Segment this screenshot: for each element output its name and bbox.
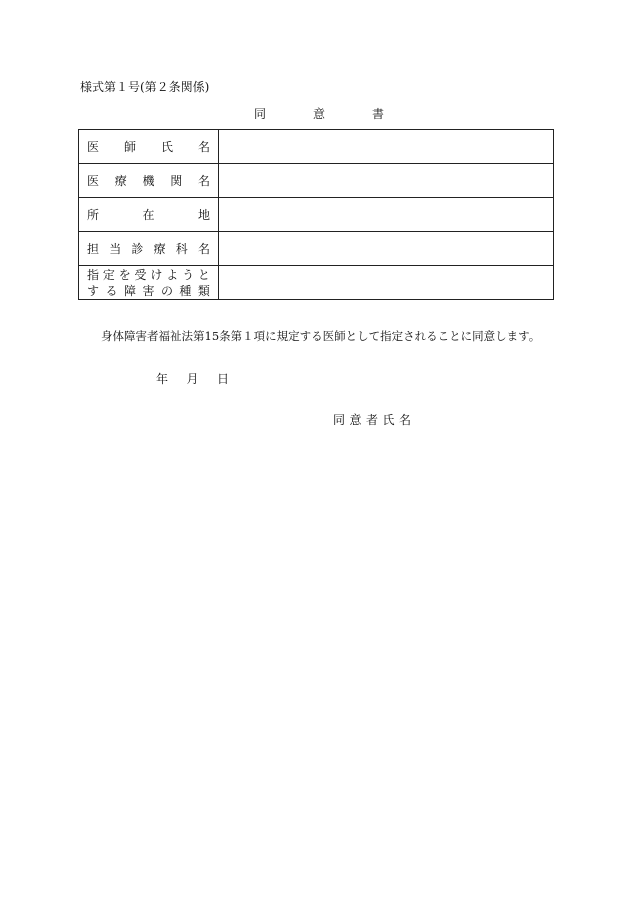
doctor-name-field[interactable] (219, 130, 554, 164)
label-char: 師 (123, 139, 136, 154)
form-number: 様式第１号(第２条関係) (80, 80, 210, 94)
label-char: 名 (197, 139, 210, 154)
signer-char: 氏 (382, 413, 395, 427)
department-label (79, 232, 219, 266)
institution-name-label (79, 164, 219, 198)
institution-name-field[interactable] (219, 164, 554, 198)
doctor-name-label (79, 130, 219, 164)
signer-char: 同 (333, 413, 346, 427)
document-title (254, 106, 384, 122)
date-year-label: 年 (156, 372, 169, 386)
label-char: 当 (109, 241, 122, 256)
label-char: 医 (87, 173, 100, 188)
label-char: 担 (87, 241, 100, 256)
label-char: よ (166, 267, 179, 282)
label-char: 害 (142, 283, 155, 298)
label-char: 診 (131, 241, 144, 256)
label-char: 療 (114, 173, 127, 188)
label-char: 受 (134, 267, 147, 282)
label-char: 医 (87, 139, 100, 154)
signer-name-label (333, 412, 411, 428)
label-char: 科 (175, 241, 188, 256)
label-char: 種 (179, 283, 192, 298)
label-char: 名 (197, 241, 210, 256)
title-char: 意 (312, 107, 325, 121)
address-label (79, 198, 219, 232)
date-month-label: 月 (186, 372, 199, 386)
table-row-institution (79, 164, 554, 198)
label-char: と (197, 267, 210, 282)
label-char: う (182, 267, 195, 282)
label-char: け (150, 267, 163, 282)
label-char: 地 (197, 207, 210, 222)
label-char: る (105, 283, 118, 298)
label-char: す (87, 283, 100, 298)
label-char: 名 (197, 173, 210, 188)
label-char: 氏 (160, 139, 173, 154)
label-char: 療 (153, 241, 166, 256)
signer-char: 者 (365, 413, 378, 427)
title-char: 同 (254, 107, 267, 121)
date-line (156, 371, 229, 387)
title-char: 書 (371, 107, 384, 121)
signer-char: 名 (398, 413, 411, 427)
table-row-address (79, 198, 554, 232)
label-char: 関 (170, 173, 183, 188)
label-char: 所 (87, 207, 100, 222)
department-field[interactable] (219, 232, 554, 266)
label-char: 定 (102, 267, 115, 282)
table-row-disability-type (79, 266, 554, 300)
label-char: 指 (87, 267, 100, 282)
label-char: 障 (123, 283, 136, 298)
label-char: 在 (142, 207, 155, 222)
address-field[interactable] (219, 198, 554, 232)
disability-type-label (79, 266, 219, 300)
table-row-department (79, 232, 554, 266)
label-char: 類 (197, 283, 210, 298)
label-char: の (160, 283, 173, 298)
consent-statement: 身体障害者福祉法第15条第１項に規定する医師として指定されることに同意します。 (101, 329, 541, 343)
label-char: 機 (142, 173, 155, 188)
label-char: を (118, 267, 131, 282)
table-row-doctor-name (79, 130, 554, 164)
date-day-label: 日 (216, 372, 229, 386)
signer-char: 意 (349, 413, 362, 427)
disability-type-field[interactable] (219, 266, 554, 300)
consent-form-table (78, 129, 554, 300)
